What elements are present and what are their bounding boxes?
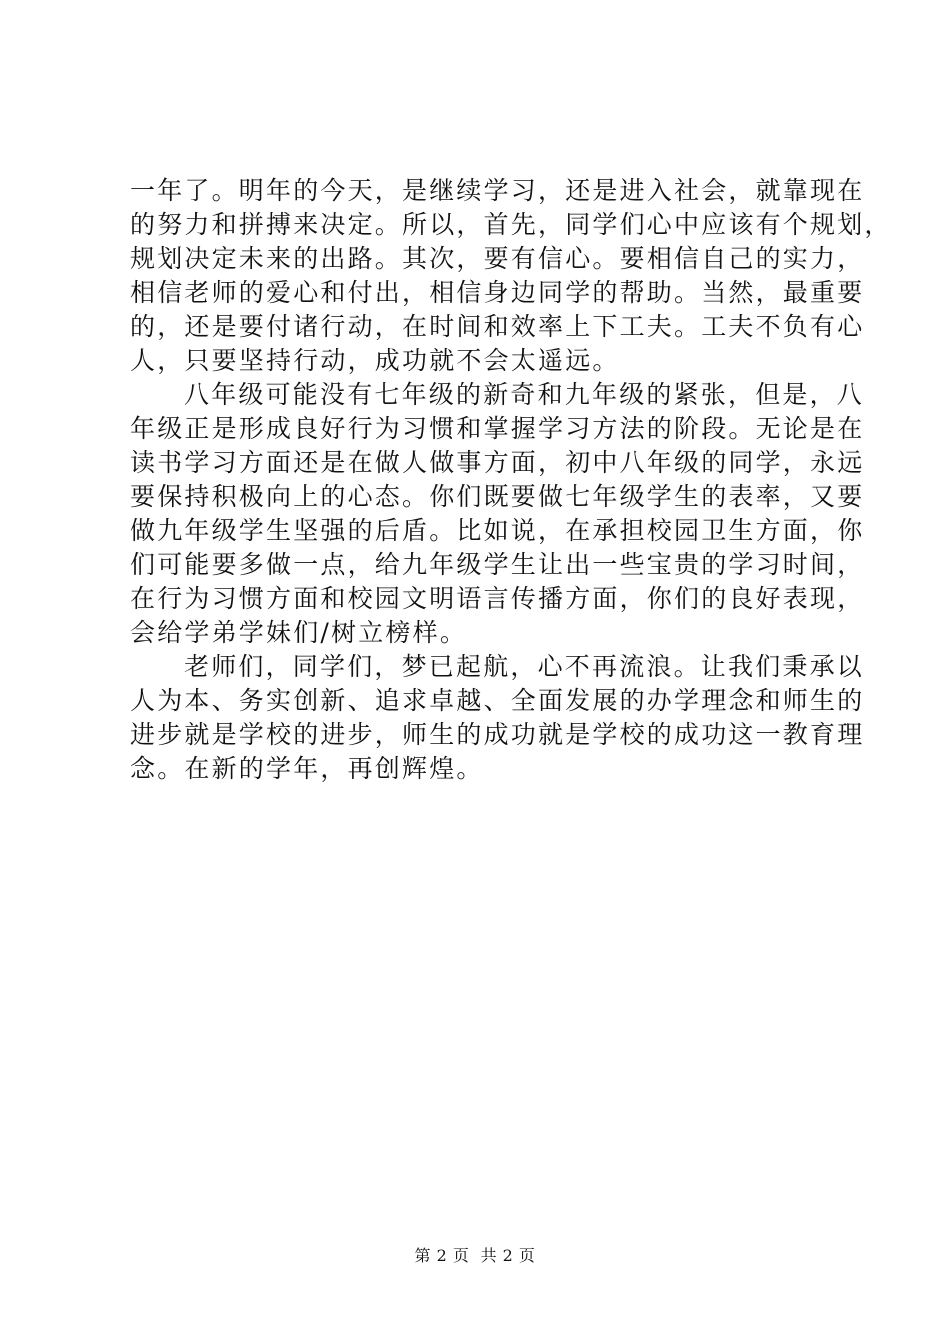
text-line: 的努力和拼搏来决定。所以，首先，同学们心中应该有个规划， (130, 210, 892, 239)
text-line: 相信老师的爱心和付出，相信身边同学的帮助。当然，最重要 (130, 278, 865, 307)
paragraph-2 (130, 378, 865, 650)
text-line: 一年了。明年的今天，是继续学习，还是进入社会，就靠现在 (130, 176, 865, 205)
text-line: 在行为习惯方面和校园文明语言传播方面，你们的良好表现， (130, 584, 865, 613)
text-line: 的，还是要付诸行动，在时间和效率上下工夫。工夫不负有心 (130, 312, 865, 341)
text-line: 们可能要多做一点，给九年级学生让出一些宝贵的学习时间， (130, 550, 865, 579)
paragraph-1 (130, 174, 892, 378)
text-line: 会给学弟学妹们/树立榜样。 (130, 618, 468, 647)
text-line: 年级正是形成良好行为习惯和掌握学习方法的阶段。无论是在 (130, 414, 865, 443)
text-line: 念。在新的学年，再创辉煌。 (130, 754, 484, 783)
text-line: 八年级可能没有七年级的新奇和九年级的紧张，但是，八 (184, 380, 865, 409)
text-line: 规划决定未来的出路。其次，要有信心。要相信自己的实力， (130, 244, 865, 273)
text-line: 老师们，同学们，梦已起航，心不再流浪。让我们秉承以 (184, 652, 865, 681)
document-body (130, 174, 892, 786)
text-line: 要保持积极向上的心态。你们既要做七年级学生的表率，又要 (130, 482, 865, 511)
page-number-label: 第 2 页 共 2 页 (414, 1246, 536, 1265)
text-line: 做九年级学生坚强的后盾。比如说，在承担校园卫生方面，你 (130, 516, 865, 545)
text-line: 人，只要坚持行动，成功就不会太遥远。 (130, 346, 620, 375)
text-line: 进步就是学校的进步，师生的成功就是学校的成功这一教育理 (130, 720, 865, 749)
text-line: 读书学习方面还是在做人做事方面，初中八年级的同学，永远 (130, 448, 865, 477)
text-line: 人为本、务实创新、追求卓越、全面发展的办学理念和师生的 (130, 686, 865, 715)
page-footer (0, 1243, 950, 1266)
paragraph-3 (130, 650, 865, 786)
